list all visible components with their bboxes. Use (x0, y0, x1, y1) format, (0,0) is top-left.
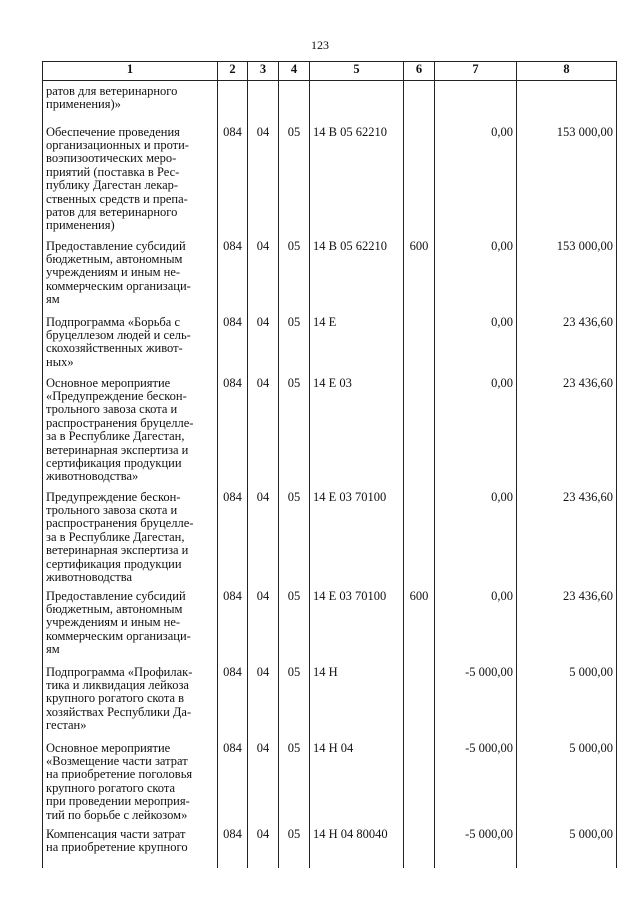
cell-expense-type (404, 666, 435, 742)
col-header-6: 6 (404, 62, 435, 81)
cell-target: 14 Е 03 (310, 377, 404, 491)
cell-change: 0,00 (435, 126, 517, 240)
cell-subsection: 05 (279, 126, 310, 240)
cell-code: 084 (218, 742, 248, 828)
col-header-7: 7 (435, 62, 517, 81)
cell-subsection: 05 (279, 240, 310, 316)
table-row (43, 126, 617, 240)
cell-code: 084 (218, 377, 248, 491)
cell-amount: 153 000,00 (517, 126, 617, 240)
cell-section: 04 (248, 742, 279, 828)
cell-expense-type (404, 377, 435, 491)
page-number: 123 (311, 38, 329, 52)
cell-change: 0,00 (435, 491, 517, 590)
cell-target: 14 Е 03 70100 (310, 590, 404, 666)
cell-target: 14 Н (310, 666, 404, 742)
cell-amount: 23 436,60 (517, 316, 617, 377)
cell-change: 0,00 (435, 590, 517, 666)
cell-amount: 153 000,00 (517, 240, 617, 316)
table-row (43, 590, 617, 666)
cell-subsection (279, 81, 310, 126)
row-name: ратов для ветеринарного применения)» (43, 81, 218, 126)
cell-amount (517, 81, 617, 126)
row-name: Подпрограмма «Борьба с бруцеллезом людей и сель- скохозяйственных живот- ных» (43, 316, 218, 377)
cell-subsection: 05 (279, 590, 310, 666)
cell-change: -5 000,00 (435, 828, 517, 868)
table-row (43, 828, 617, 868)
cell-section: 04 (248, 377, 279, 491)
table-row (43, 666, 617, 742)
cell-expense-type (404, 126, 435, 240)
col-header-4: 4 (279, 62, 310, 81)
cell-section: 04 (248, 240, 279, 316)
table-row (43, 316, 617, 377)
cell-target: 14 Н 04 (310, 742, 404, 828)
col-header-1: 1 (43, 62, 218, 81)
cell-target: 14 Е 03 70100 (310, 491, 404, 590)
table-row (43, 240, 617, 316)
cell-amount: 23 436,60 (517, 590, 617, 666)
row-name: Подпрограмма «Профилак- тика и ликвидация лейкоза крупного рогатого скота в хозяйствах Республики Да- гестан» (43, 666, 218, 742)
col-header-2: 2 (218, 62, 248, 81)
cell-subsection: 05 (279, 316, 310, 377)
col-header-3: 3 (248, 62, 279, 81)
cell-target: 14 В 05 62210 (310, 240, 404, 316)
cell-amount: 23 436,60 (517, 491, 617, 590)
cell-change: -5 000,00 (435, 666, 517, 742)
cell-section: 04 (248, 590, 279, 666)
cell-code: 084 (218, 316, 248, 377)
cell-change: 0,00 (435, 377, 517, 491)
cell-expense-type (404, 828, 435, 868)
cell-section: 04 (248, 316, 279, 377)
table-row (43, 377, 617, 491)
row-name: Компенсация части затрат на приобретение крупного (43, 828, 218, 868)
cell-change: 0,00 (435, 316, 517, 377)
cell-expense-type: 600 (404, 240, 435, 316)
cell-section: 04 (248, 666, 279, 742)
cell-expense-type (404, 742, 435, 828)
header-row (43, 62, 617, 81)
cell-subsection: 05 (279, 828, 310, 868)
cell-target (310, 81, 404, 126)
cell-amount: 5 000,00 (517, 666, 617, 742)
cell-target: 14 В 05 62210 (310, 126, 404, 240)
cell-section (248, 81, 279, 126)
row-name: Предупреждение бескон- трольного завоза скота и распространения бруцелле- за в Республике Дагестан, ветеринарная экспертиза и сертификация продукции животноводства (43, 491, 218, 590)
cell-amount: 5 000,00 (517, 742, 617, 828)
cell-change (435, 81, 517, 126)
table-row (43, 742, 617, 828)
budget-table (42, 61, 617, 868)
cell-code: 084 (218, 590, 248, 666)
col-header-5: 5 (310, 62, 404, 81)
cell-change: 0,00 (435, 240, 517, 316)
cell-code: 084 (218, 240, 248, 316)
cell-code: 084 (218, 126, 248, 240)
cell-expense-type (404, 316, 435, 377)
cell-change: -5 000,00 (435, 742, 517, 828)
cell-subsection: 05 (279, 377, 310, 491)
cell-subsection: 05 (279, 666, 310, 742)
cell-subsection: 05 (279, 742, 310, 828)
cell-section: 04 (248, 126, 279, 240)
cell-amount: 5 000,00 (517, 828, 617, 868)
cell-target: 14 Н 04 80040 (310, 828, 404, 868)
cell-code (218, 81, 248, 126)
cell-code: 084 (218, 491, 248, 590)
cell-code: 084 (218, 828, 248, 868)
col-header-8: 8 (517, 62, 617, 81)
row-name: Основное мероприятие «Возмещение части затрат на приобретение поголовья крупного рогатого скота при проведении мероприя- тий по борьбе с лейкозом» (43, 742, 218, 828)
row-name: Предоставление субсидий бюджетным, автономным учреждениям и иным не- коммерческим организаци- ям (43, 240, 218, 316)
cell-expense-type: 600 (404, 590, 435, 666)
cell-amount: 23 436,60 (517, 377, 617, 491)
cell-section: 04 (248, 491, 279, 590)
cell-target: 14 Е (310, 316, 404, 377)
cell-subsection: 05 (279, 491, 310, 590)
cell-section: 04 (248, 828, 279, 868)
cell-code: 084 (218, 666, 248, 742)
row-name: Основное мероприятие «Предупреждение бескон- трольного завоза скота и распространения бруцелле- за в Республике Дагестан, ветеринарная экспертиза и сертификация продукции животноводства» (43, 377, 218, 491)
table-row (43, 491, 617, 590)
table-row (43, 81, 617, 126)
row-name: Обеспечение проведения организационных и проти- воэпизоотических меро- приятий (поставка в Рес- публику Дагестан лекар- ственных средств и препа- ратов для ветеринарного применения) (43, 126, 218, 240)
row-name: Предоставление субсидий бюджетным, автономным учреждениям и иным не- коммерческим организаци- ям (43, 590, 218, 666)
cell-expense-type (404, 491, 435, 590)
cell-expense-type (404, 81, 435, 126)
